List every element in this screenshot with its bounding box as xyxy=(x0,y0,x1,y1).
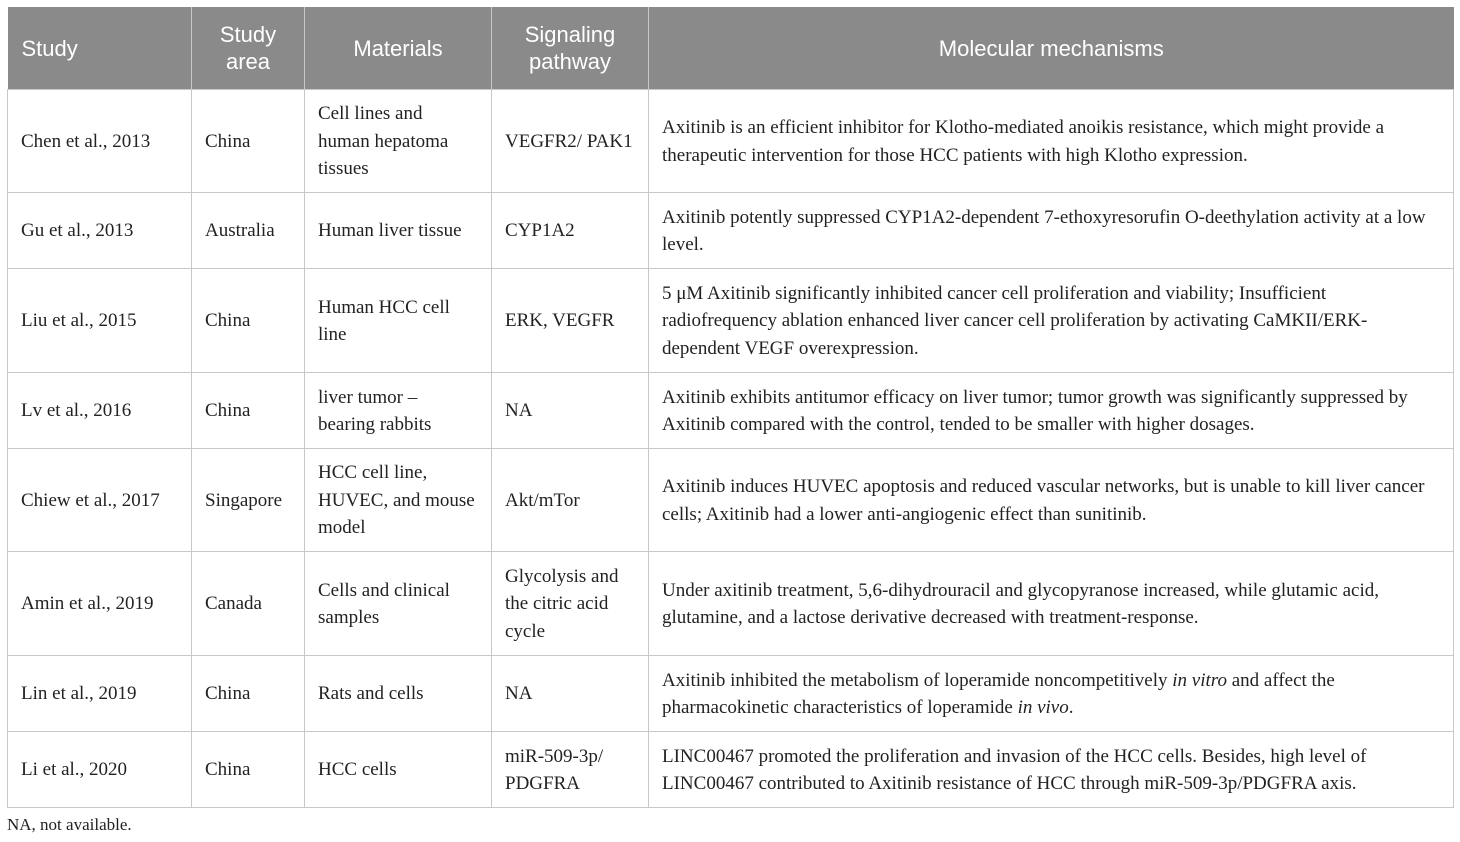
cell-area: Canada xyxy=(192,552,305,656)
mechanism-italic-in-vivo: in vivo xyxy=(1017,697,1069,718)
table-footnote: NA, not available. xyxy=(7,815,132,834)
mechanism-italic-in-vitro: in vitro xyxy=(1172,669,1227,691)
cell-pathway: miR-509-3p/ PDGFRA xyxy=(492,732,649,808)
table-row xyxy=(8,90,1454,193)
table-row xyxy=(8,449,1454,552)
cell-study: Liu et al., 2015 xyxy=(8,269,192,373)
cell-area: China xyxy=(192,90,305,193)
cell-study: Lin et al., 2019 xyxy=(8,656,192,732)
cell-mechanism: Under axitinib treatment, 5,6-dihydrouracil and glycopyranose increased, while glutamic acid, glutamine, and a lactose derivative decreased with treatment-response. xyxy=(649,552,1454,656)
table-header xyxy=(8,7,1454,90)
cell-mechanism: LINC00467 promoted the proliferation and invasion of the HCC cells. Besides, high level of LINC00467 contributed to Axitinib resistance of HCC through miR-509-3p/PDGFRA axis. xyxy=(649,732,1454,808)
study-table-container xyxy=(7,7,1453,808)
header-molecular-mechanisms xyxy=(649,7,1454,90)
header-signaling-pathway xyxy=(492,7,649,90)
header-materials xyxy=(305,7,492,90)
header-study-area-line1: Study xyxy=(219,22,277,47)
mechanism-text: and affect the pharmacokinetic characteristics of loperamide xyxy=(662,669,1335,718)
cell-area: China xyxy=(192,269,305,373)
cell-area: Australia xyxy=(192,193,305,269)
cell-mechanism xyxy=(649,656,1454,732)
table-body xyxy=(8,90,1454,808)
table-row xyxy=(8,552,1454,656)
table-row xyxy=(8,656,1454,732)
cell-area: Singapore xyxy=(192,449,305,552)
header-study-area xyxy=(192,7,305,90)
cell-materials: liver tumor – bearing rabbits xyxy=(305,373,492,449)
cell-area: China xyxy=(192,732,305,808)
mechanism-text: . xyxy=(1068,697,1074,718)
cell-materials: Human liver tissue xyxy=(305,193,492,269)
table-row xyxy=(8,269,1454,373)
cell-materials: HCC cells xyxy=(305,732,492,808)
header-study-area-line2: area xyxy=(225,49,271,74)
cell-study: Amin et al., 2019 xyxy=(8,552,192,656)
cell-pathway: VEGFR2/ PAK1 xyxy=(492,90,649,193)
header-materials-label: Materials xyxy=(353,35,443,61)
header-pathway-line2: pathway xyxy=(529,49,611,74)
cell-pathway: NA xyxy=(492,656,649,732)
header-study-label: Study xyxy=(21,35,78,61)
cell-pathway: Akt/mTor xyxy=(492,449,649,552)
cell-pathway: Glycolysis and the citric acid cycle xyxy=(492,552,649,656)
cell-study: Chen et al., 2013 xyxy=(8,90,192,193)
cell-pathway: CYP1A2 xyxy=(492,193,649,269)
header-mechanisms-label: Molecular mechanisms xyxy=(938,35,1164,61)
cell-study: Chiew et al., 2017 xyxy=(8,449,192,552)
table-row xyxy=(8,193,1454,269)
cell-area: China xyxy=(192,373,305,449)
cell-materials: Rats and cells xyxy=(305,656,492,732)
cell-pathway: ERK, VEGFR xyxy=(492,269,649,373)
cell-materials: HCC cell line, HUVEC, and mouse model xyxy=(305,449,492,552)
cell-materials: Human HCC cell line xyxy=(305,269,492,373)
table-row xyxy=(8,732,1454,808)
header-row xyxy=(8,7,1454,90)
study-table xyxy=(7,7,1454,808)
cell-materials: Cell lines and human hepatoma tissues xyxy=(305,90,492,193)
cell-study: Lv et al., 2016 xyxy=(8,373,192,449)
cell-pathway: NA xyxy=(492,373,649,449)
cell-study: Gu et al., 2013 xyxy=(8,193,192,269)
cell-mechanism: Axitinib potently suppressed CYP1A2-dependent 7-ethoxyresorufin O-deethylation activity at a low level. xyxy=(649,193,1454,269)
cell-mechanism: Axitinib induces HUVEC apoptosis and reduced vascular networks, but is unable to kill liver cancer cells; Axitinib had a lower anti-angiogenic effect than sunitinib. xyxy=(649,449,1454,552)
cell-materials: Cells and clinical samples xyxy=(305,552,492,656)
cell-area: China xyxy=(192,656,305,732)
table-row xyxy=(8,373,1454,449)
cell-study: Li et al., 2020 xyxy=(8,732,192,808)
mechanism-text: Axitinib inhibited the metabolism of loperamide noncompetitively xyxy=(662,669,1173,691)
cell-mechanism: Axitinib exhibits antitumor efficacy on liver tumor; tumor growth was significantly suppressed by Axitinib compared with the control, tended to be smaller with higher dosages. xyxy=(649,373,1454,449)
header-pathway-line1: Signaling xyxy=(524,22,616,47)
header-study xyxy=(8,7,192,90)
cell-mechanism: 5 μM Axitinib significantly inhibited cancer cell proliferation and viability; Insufficient radiofrequency ablation enhanced liver cancer cell proliferation by activating CaMKII/ERK-dependent VEGF overexpression. xyxy=(649,269,1454,373)
cell-mechanism: Axitinib is an efficient inhibitor for Klotho-mediated anoikis resistance, which might provide a therapeutic intervention for those HCC patients with high Klotho expression. xyxy=(649,90,1454,193)
